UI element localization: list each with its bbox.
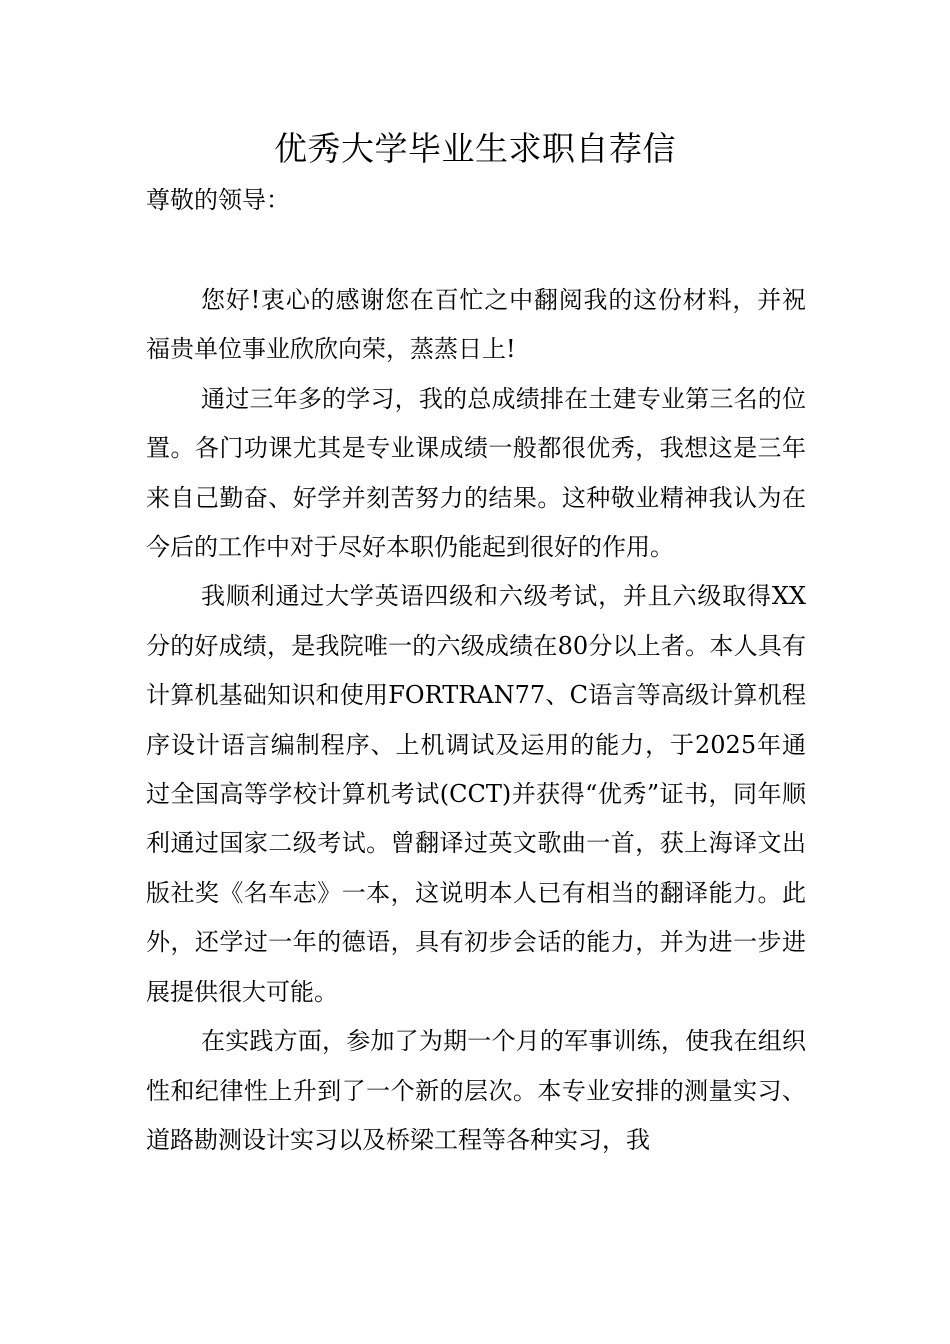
paragraph-academics: 通过三年多的学习，我的总成绩排在土建专业第三名的位置。各门功课尤其是专业课成绩一般都很优秀，我想这是三年来自己勤奋、好学并刻苦努力的结果。这种敬业精神我认为在今后的工作中对于尽好本职仍能起到很好的作用。	[146, 384, 806, 562]
paragraph-skills: 我顺利通过大学英语四级和六级考试，并且六级取得XX分的好成绩，是我院唯一的六级成绩在80分以上者。本人具有计算机基础知识和使用FORTRAN77、C语言等高级计算机程序设计语言编制程序、上机调试及运用的能力，于2025年通过全国高等学校计算机考试(CCT)并获得“优秀”证书，同年顺利通过国家二级考试。曾翻译过英文歌曲一首，获上海译文出版社奖《名车志》一本，这说明本人已有相当的翻译能力。此外，还学过一年的德语，具有初步会话的能力，并为进一步进展提供很大可能。	[146, 582, 806, 1006]
letter-body	[146, 276, 806, 1165]
paragraph-practice: 在实践方面，参加了为期一个月的军事训练，使我在组织性和纪律性上升到了一个新的层次。本专业安排的测量实习、道路勘测设计实习以及桥梁工程等各种实习，我	[146, 1027, 806, 1154]
document-title: 优秀大学毕业生求职自荐信	[274, 129, 676, 168]
salutation: 尊敬的领导：	[146, 186, 290, 214]
paragraph-greeting: 您好!衷心的感谢您在百忙之中翻阅我的这份材料，并祝福贵单位事业欣欣向荣，蒸蒸日上!	[146, 286, 806, 364]
